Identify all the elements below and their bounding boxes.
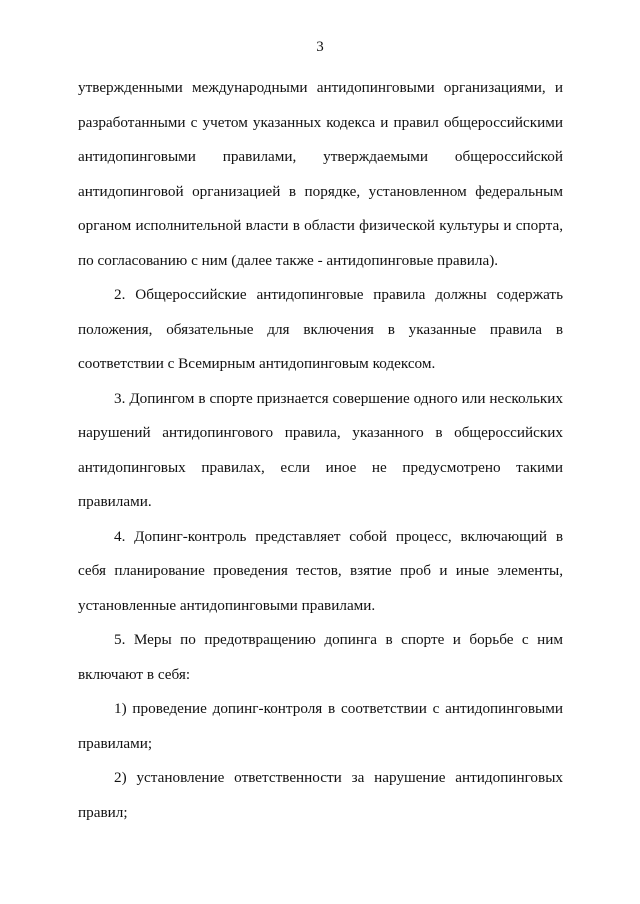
subitem-2: 2) установление ответственности за нарушение антидопинговых правил; — [78, 769, 563, 821]
paragraph-item-2: 2. Общероссийские антидопинговые правила должны содержать положения, обязательные для включения в указанные правила в соответствии с Всемирным антидопинговым кодексом. — [78, 286, 563, 372]
page-number: 3 — [316, 39, 324, 55]
paragraph-item-5: 5. Меры по предотвращению допинга в спорте и борьбе с ним включают в себя: — [78, 631, 563, 683]
paragraph-continuation: утвержденными международными антидопинговыми организациями, и разработанными с учетом указанных кодекса и правил общероссийскими антидопинговыми правилами, утверждаемыми общероссийской антидопинговой организацией в порядке, установленном федеральным органом исполнительной власти в области физической культуры и спорта, по согласованию с ним (далее также - антидопинговые правила). — [78, 79, 563, 269]
paragraph-item-3: 3. Допингом в спорте признается совершение одного или нескольких нарушений антидопингового правила, указанного в общероссийских антидопинговых правилах, если иное не предусмотрено такими правилами. — [78, 389, 563, 510]
subitem-1: 1) проведение допинг-контроля в соответствии с антидопинговыми правилами; — [78, 700, 563, 752]
paragraph-item-4: 4. Допинг-контроль представляет собой процесс, включающий в себя планирование проведения тестов, взятие проб и иные элементы, установленные антидопинговыми правилами. — [78, 527, 563, 614]
document-body — [78, 71, 563, 830]
